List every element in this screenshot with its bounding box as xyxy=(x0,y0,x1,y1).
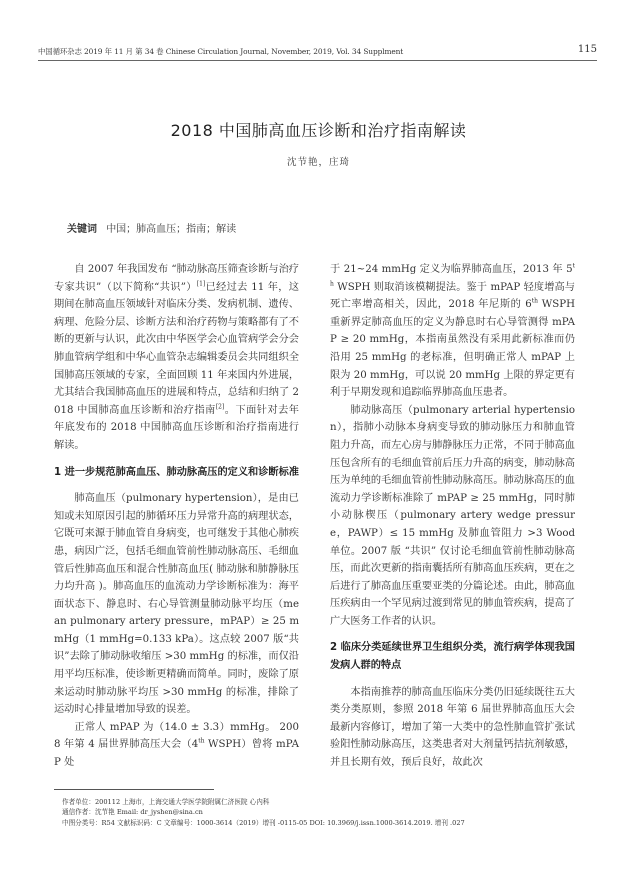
paragraph: 自 2007 年我国发布 “肺动脉高压筛查诊断与治疗专家共识”（以下简称“共识”）[1]已经过去 11 年，这期间在肺高血压领域针对临床分类、发病机制、遗传、病理、危险分层、诊断方法和治疗药物与策略都有了不断的更新与认识，此次由中华医学会心血管病学会分会肺血管病学组和中华心血管杂志编辑委员会共同组织全国肺高压领域的专家，全面回顾 11 年来国内外进展，尤其结合我国肺高血压的进展和特点，总结和归纳了 2018 中国肺高血压诊断和治疗指南[2]。下面针对去年年底发布的 2018 中国肺高血压诊断和治疗指南进行解读。 xyxy=(54,264,299,451)
paragraph: 肺高血压（pulmonary hypertension），是由已知或未知原因引起的肺循环压力异常升高的病理状态，它既可来源于肺血管自身病变，也可继发于其他心肺疾患，病因广泛，包括毛细血管前性肺动脉高压、毛细血管后性肺高血压和混合性肺高血压( 肺动脉和肺静脉压力均升高 )。肺高血压的血流动力学诊断标准为：海平面状态下、静息时、右心导管测量肺动脉平均压（mean pulmonary artery pressure，mPAP）≥ 25 mmHg（1 mmHg=0.133 kPa）。这点较 2007 版“共识”去除了肺动脉收缩压 >30 mmHg 的标准，而仅沿用平均压标准，使诊断更精确而简单。同时，废除了原来运动时肺动脉平均压 >30 mmHg 的标准，排除了运动时心排量增加导致的误差。 xyxy=(54,493,299,716)
paragraph: 本指南推荐的肺高血压临床分类仍旧延续既往五大类分类原则，参照 2018 年第 6 届世界肺高血压大会最新内容修订，增加了第一大类中的急性肺血管扩张试验阳性肺动脉高压，这类患者对大剂量钙拮抗剂敏感，并且长期有效，预后良好，故此次 xyxy=(330,686,575,769)
keywords-line xyxy=(67,220,236,235)
page-number: 115 xyxy=(577,44,597,55)
paragraph: 于 21~24 mmHg 定义为临界肺高血压，2013 年 5th WSPH 则取消该模糊提法。鉴于 mPAP 轻度增高与死亡率增高相关，因此，2018 年尼斯的 6th WSPH 重新界定肺高血压的定义为静息时右心导管测得 mPAP ≥ 20 mmHg，本指南虽然没有采用此新标准而仍沿用 25 mmHg 的老标准，但明确正常人 mPAP 上限为 20 mmHg，可以说 20 mmHg 上限的界定更有利于早期发现和追踪临界肺高血压患者。 xyxy=(330,262,575,399)
right-column xyxy=(330,261,575,772)
left-column xyxy=(54,261,299,772)
citation-ref[interactable]: [1] xyxy=(196,280,206,288)
keywords-text: 中国；肺高血压；指南；解读 xyxy=(106,224,237,235)
article-authors: 沈节艳，庄琦 xyxy=(286,157,350,168)
footnote-rule xyxy=(54,789,214,790)
running-head: 中国循环杂志 2019 年 11 月 第 34 卷 Chinese Circulation Journal, November, 2019, Vol. 34 Supplment xyxy=(38,47,404,56)
citation-ref[interactable]: [2] xyxy=(215,403,225,411)
classification-note: 中图分类号：R54 文献标识码：C 文章编号：1000-3614（2019）增刊 -0115-05 DOI: 10.3969/j.issn.1000-3614.2019. 增刊 .027 xyxy=(62,818,465,827)
paragraph: 正常人 mPAP 为（14.0 ± 3.3）mmHg。 2008 年第 4 届世界肺高压大会（4th WSPH）曾将 mPAP 处 xyxy=(54,721,299,769)
article-title: 2018 中国肺高血压诊断和治疗指南解读 xyxy=(170,121,467,140)
correspondence-note: 通信作者：沈节艳 Email: dr_jyshen@sina.cn xyxy=(62,808,203,817)
section-heading-1: 1 进一步规范肺高血压、肺动脉高压的定义和诊断标准 xyxy=(54,466,299,478)
footnotes xyxy=(62,797,465,828)
paragraph: 肺动脉高压（pulmonary arterial hypertension），指肺小动脉本身病变导致的肺动脉压力和肺血管阻力升高，而左心房与肺静脉压力正常，不同于肺高血压包含所有的毛细血管前后压力升高的病变，肺动脉高压为单纯的毛细血管前性肺动脉高压。肺动脉高压的血流动力学诊断标准除了 mPAP ≥ 25 mmHg，同时肺小动脉楔压（pulmonary artery wedge pressure，PAWP）≤ 15 mmHg 及肺血管阻力 >3 Wood 单位。2007 版 “共识” 仅讨论毛细血管前性肺动脉高压，而此次更新的指南囊括所有肺高血压疾病，更在之后进行了肺高血压重要亚类的分篇论述。由此，肺高血压疾病由一个罕见病过渡到常见的肺血管疾病，提高了广大医务工作者的认识。 xyxy=(330,404,575,627)
header-rule xyxy=(38,60,597,61)
section-heading-2: 2 临床分类延续世界卫生组织分类，流行病学体现我国发病人群的特点 xyxy=(330,642,575,672)
keywords-label: 关键词 xyxy=(67,224,97,235)
affiliation-note: 作者单位：200112 上海市，上海交通大学医学院附属仁济医院 心内科 xyxy=(62,798,270,806)
